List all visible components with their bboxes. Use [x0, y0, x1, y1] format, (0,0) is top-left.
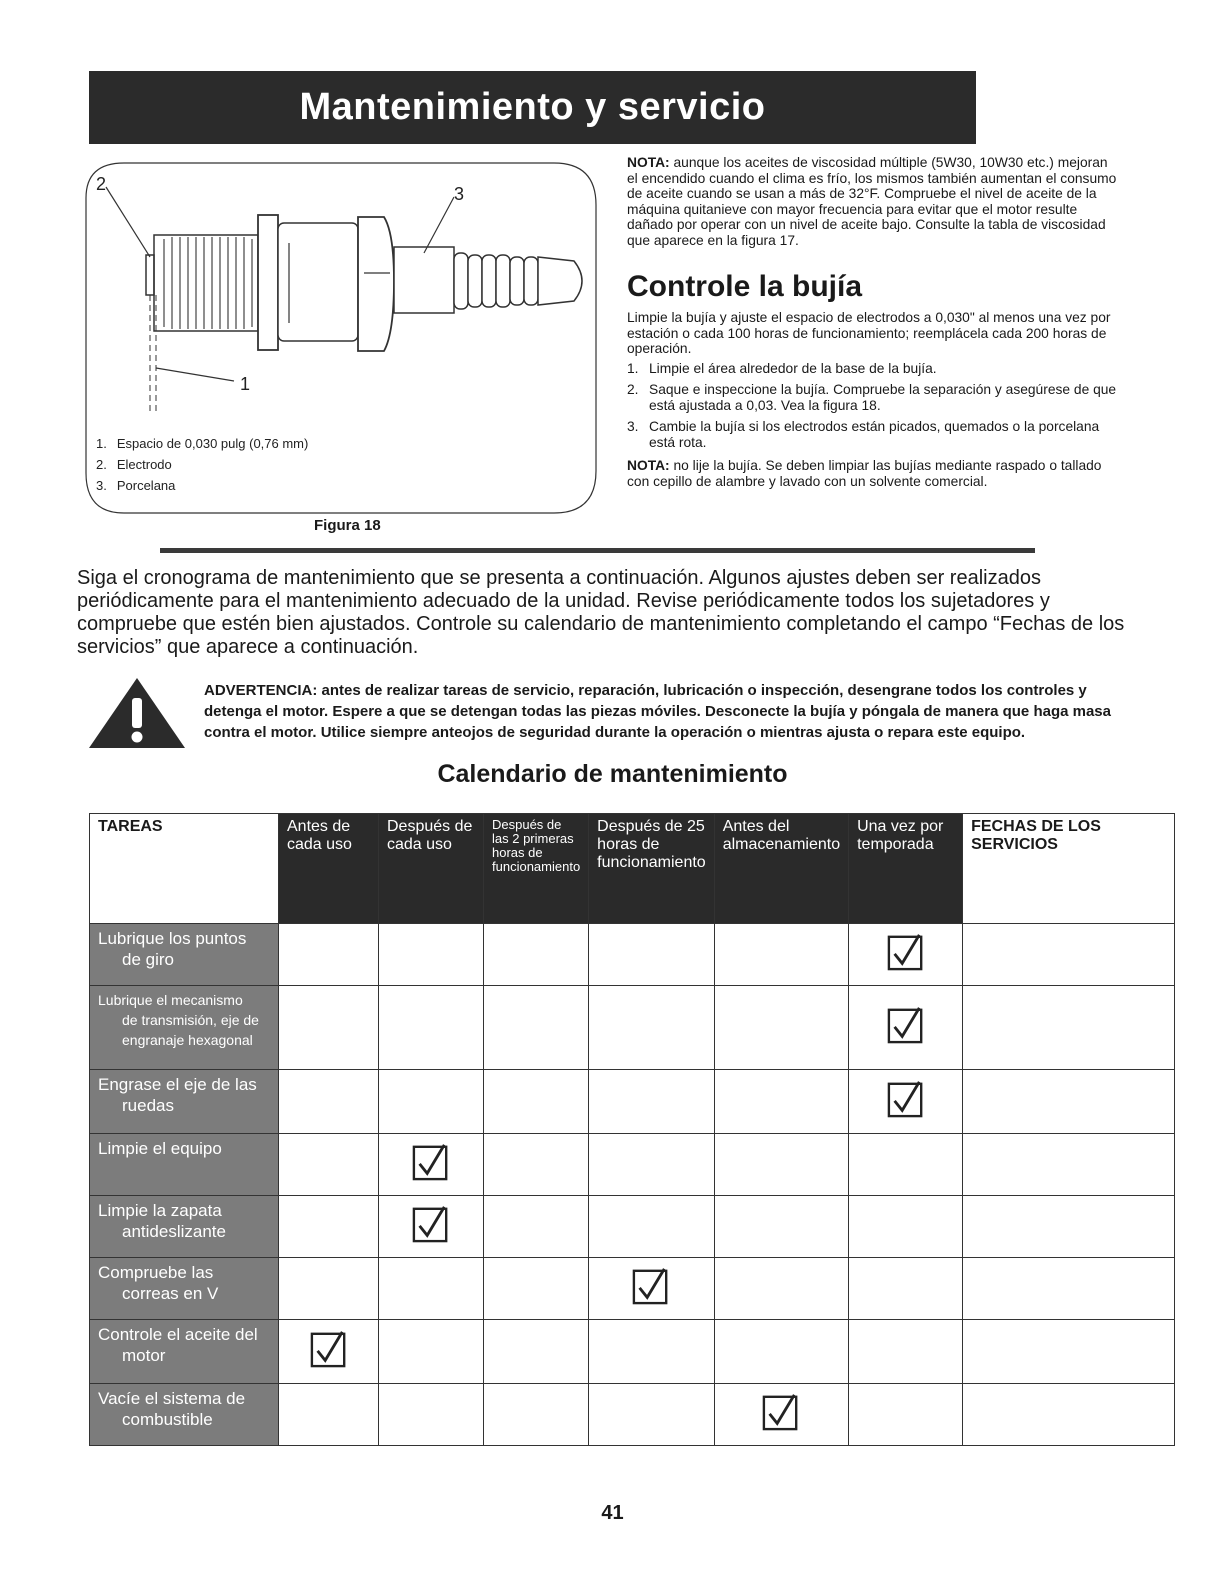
- table-row: [90, 924, 1175, 986]
- header-tasks: TAREAS: [90, 814, 279, 924]
- right-column: [627, 155, 1122, 493]
- oil-note: NOTA: aunque los aceites de viscosidad múltiple (5W30, 10W30 etc.) mejoran el encendido cuando el clima es frío, los mismos también aumentan el consumo de aceite cuando se usan a más de 32°F. Compruebe el nivel de aceite de la máquina quitanieve con mayor frecuencia para evitar que el motor resulte dañado por operar con un nivel de aceite bajo. Consulte la tabla de viscosidad que aparece en la figura 17.: [627, 155, 1117, 248]
- service-date-cell[interactable]: [963, 1070, 1175, 1134]
- schedule-cell: [484, 1384, 589, 1446]
- header-after-first-2-hours: Después de las 2 primeras horas de funcionamiento: [484, 814, 589, 924]
- table-row: [90, 1320, 1175, 1384]
- spark-plug-steps: [627, 361, 1122, 451]
- schedule-cell: [379, 924, 484, 986]
- task-label: [90, 1384, 279, 1446]
- schedule-cell: [714, 1384, 848, 1446]
- legend-item: 1. Espacio de 0,030 pulg (0,76 mm): [96, 436, 309, 451]
- maintenance-calendar-table: [89, 813, 1175, 1446]
- schedule-cell: [714, 924, 848, 986]
- schedule-cell: [714, 1258, 848, 1320]
- schedule-cell: [714, 1070, 848, 1134]
- calendar-body: [90, 924, 1175, 1446]
- schedule-cell: [484, 1134, 589, 1196]
- schedule-cell: [849, 1320, 963, 1384]
- service-date-cell[interactable]: [963, 1258, 1175, 1320]
- spark-plug-intro: Limpie la bujía y ajuste el espacio de electrodos a 0,030" al menos una vez por estación o cada 100 horas de funcionamiento; reemplácela cada 200 horas de operación.: [627, 310, 1111, 356]
- spark-plug-figure: [84, 153, 599, 534]
- task-line: Lubrique los puntos: [98, 929, 247, 948]
- checkmark-box-icon: [887, 1080, 925, 1118]
- schedule-cell: [484, 1070, 589, 1134]
- schedule-cell: [849, 1384, 963, 1446]
- header-before-storage: Antes del almacenamiento: [714, 814, 848, 924]
- service-date-cell[interactable]: [963, 1196, 1175, 1258]
- table-row: [90, 986, 1175, 1070]
- task-label: [90, 1070, 279, 1134]
- task-line: Engrase el eje de las: [98, 1075, 257, 1094]
- task-line: Vacíe el sistema de: [98, 1389, 246, 1408]
- schedule-cell: [379, 1070, 484, 1134]
- schedule-cell: [589, 1384, 715, 1446]
- schedule-cell: [484, 924, 589, 986]
- schedule-cell: [849, 986, 963, 1070]
- service-date-cell[interactable]: [963, 1384, 1175, 1446]
- step-item: 1. Limpie el área alrededor de la base de la bujía.: [627, 360, 937, 376]
- warning-text: ADVERTENCIA: antes de realizar tareas de servicio, reparación, lubricación o inspección, desengrane todos los controles y detenga el motor. Espere a que se detengan todas las piezas móviles. Desconecte la bujía y póngala de manera que haga masa contra el motor. Utilice siempre anteojos de seguridad durante la operación o mientras ajusta o repara este equipo.: [204, 682, 1111, 741]
- task-line: Limpie la zapata: [98, 1201, 222, 1220]
- checkmark-box-icon: [762, 1393, 800, 1431]
- schedule-cell: [279, 1320, 379, 1384]
- warning-triangle-icon: [87, 676, 187, 750]
- schedule-cell: [279, 1258, 379, 1320]
- schedule-cell: [279, 924, 379, 986]
- step-item: 3. Cambie la bujía si los electrodos están picados, quemados o la porcelana está rota.: [627, 419, 1100, 450]
- page-banner: Mantenimiento y servicio: [89, 71, 976, 144]
- schedule-cell: [379, 1196, 484, 1258]
- task-line: de giro: [122, 950, 174, 969]
- legend-item: 2. Electrodo: [96, 457, 172, 472]
- schedule-cell: [379, 1320, 484, 1384]
- schedule-cell: [279, 1134, 379, 1196]
- schedule-cell: [714, 986, 848, 1070]
- schedule-cell: [589, 986, 715, 1070]
- spark-plug-heading: Controle la bujía: [627, 270, 863, 303]
- figure-legend: [96, 433, 308, 496]
- task-label: [90, 986, 279, 1070]
- header-service-dates: FECHAS DE LOS SERVICIOS: [963, 814, 1175, 924]
- header-after-25-hours: Después de 25 horas de funcionamiento: [589, 814, 715, 924]
- callout-1: 1: [240, 374, 251, 394]
- figure-caption: Figura 18: [314, 517, 381, 534]
- header-after-each-use: Después de cada uso: [379, 814, 484, 924]
- schedule-cell: [714, 1134, 848, 1196]
- schedule-cell: [849, 924, 963, 986]
- legend-item: 3. Porcelana: [96, 478, 176, 493]
- schedule-cell: [849, 1258, 963, 1320]
- schedule-cell: [714, 1320, 848, 1384]
- schedule-cell: [589, 1196, 715, 1258]
- schedule-cell: [714, 1196, 848, 1258]
- callout-2: 2: [96, 174, 107, 194]
- schedule-cell: [484, 1196, 589, 1258]
- schedule-cell: [484, 1320, 589, 1384]
- service-date-cell[interactable]: [963, 986, 1175, 1070]
- schedule-cell: [589, 924, 715, 986]
- service-date-cell[interactable]: [963, 1134, 1175, 1196]
- table-row: [90, 1134, 1175, 1196]
- page-number: 41: [601, 1502, 624, 1524]
- service-date-cell[interactable]: [963, 1320, 1175, 1384]
- task-line: Compruebe las: [98, 1263, 214, 1282]
- schedule-cell: [849, 1070, 963, 1134]
- task-label: [90, 924, 279, 986]
- header-once-per-season: Una vez por temporada: [849, 814, 963, 924]
- callout-3: 3: [454, 184, 465, 204]
- task-line: ruedas: [122, 1096, 174, 1115]
- intro-paragraph: Siga el cronograma de mantenimiento que se presenta a continuación. Algunos ajustes deben ser realizados periódicamente para el mantenimiento adecuado de la unidad. Revise periódicamente todos los sujetadores y compruebe que estén bien ajustados. Controle su calendario de mantenimiento completando el campo “Fechas de los servicios” que aparece a continuación.: [77, 567, 1125, 658]
- schedule-cell: [849, 1196, 963, 1258]
- task-line: de transmisión, eje de engranaje hexagonal: [122, 1012, 259, 1048]
- spark-plug-note: NOTA: no lije la bujía. Se deben limpiar las bujías mediante raspado o tallado con cepillo de alambre y lavado con un solvente comercial.: [627, 458, 1102, 489]
- schedule-cell: [379, 1258, 484, 1320]
- task-label: [90, 1134, 279, 1196]
- checkmark-box-icon: [310, 1330, 348, 1368]
- checkmark-box-icon: [887, 933, 925, 971]
- schedule-cell: [589, 1258, 715, 1320]
- checkmark-box-icon: [632, 1267, 670, 1305]
- table-row: [90, 1258, 1175, 1320]
- schedule-cell: [484, 986, 589, 1070]
- checkmark-box-icon: [887, 1006, 925, 1044]
- schedule-cell: [279, 1196, 379, 1258]
- task-line: Limpie el equipo: [98, 1139, 222, 1158]
- schedule-cell: [589, 1134, 715, 1196]
- schedule-cell: [279, 986, 379, 1070]
- schedule-cell: [279, 1384, 379, 1446]
- service-date-cell[interactable]: [963, 924, 1175, 986]
- table-row: [90, 1384, 1175, 1446]
- schedule-cell: [379, 1134, 484, 1196]
- table-row: [90, 1196, 1175, 1258]
- step-item: 2. Saque e inspeccione la bujía. Compruebe la separación y asegúrese de que está ajustada a 0,03. Vea la figura 18.: [627, 382, 1117, 413]
- schedule-cell: [589, 1070, 715, 1134]
- schedule-cell: [379, 1384, 484, 1446]
- calendar-title: Calendario de mantenimiento: [437, 760, 788, 788]
- header-before-each-use: Antes de cada uso: [279, 814, 379, 924]
- schedule-cell: [589, 1320, 715, 1384]
- task-line: antideslizante: [122, 1222, 226, 1241]
- task-line: correas en V: [122, 1284, 219, 1303]
- checkmark-box-icon: [412, 1205, 450, 1243]
- task-label: [90, 1196, 279, 1258]
- section-divider: [160, 548, 1035, 553]
- schedule-cell: [379, 986, 484, 1070]
- task-label: [90, 1258, 279, 1320]
- task-line: Controle el aceite del: [98, 1325, 258, 1344]
- schedule-cell: [279, 1070, 379, 1134]
- task-line: motor: [122, 1346, 166, 1365]
- schedule-cell: [849, 1134, 963, 1196]
- checkmark-box-icon: [412, 1143, 450, 1181]
- schedule-cell: [484, 1258, 589, 1320]
- table-header-row: [90, 814, 1175, 924]
- task-label: [90, 1320, 279, 1384]
- task-line: combustible: [122, 1410, 213, 1429]
- task-line: Lubrique el mecanismo: [98, 992, 243, 1008]
- table-row: [90, 1070, 1175, 1134]
